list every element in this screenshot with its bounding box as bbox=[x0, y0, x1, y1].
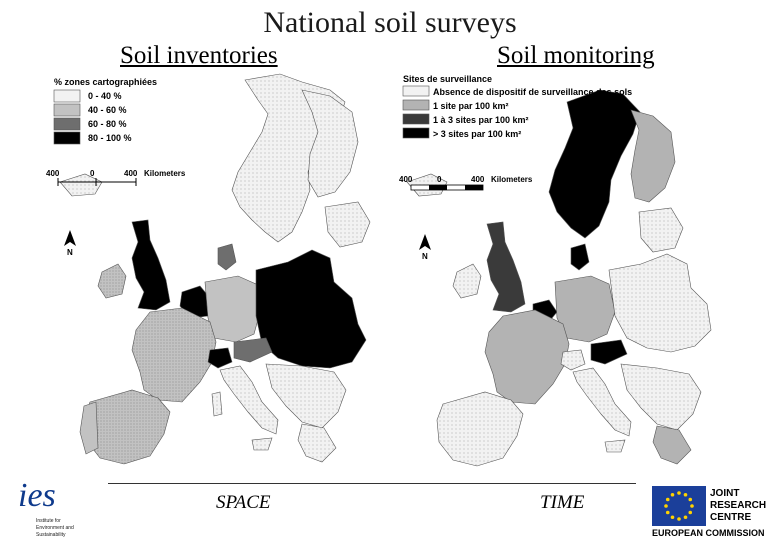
austria-region bbox=[591, 340, 627, 364]
svg-text:400: 400 bbox=[399, 175, 413, 184]
eu-star-icon bbox=[671, 515, 675, 519]
greece-region bbox=[298, 424, 336, 462]
svg-text:> 3 sites par 100 km²: > 3 sites par 100 km² bbox=[433, 129, 522, 139]
switzerland-region bbox=[208, 348, 232, 368]
baltic-region bbox=[639, 208, 683, 252]
legend-title: Sites de surveillance bbox=[403, 74, 493, 84]
legend-title: % zones cartographiées bbox=[54, 77, 158, 87]
legend-item bbox=[54, 118, 127, 130]
soil-inventories-map bbox=[40, 72, 390, 472]
iberia-region bbox=[437, 392, 523, 466]
svg-text:Sustainability: Sustainability bbox=[36, 532, 66, 538]
ies-logo bbox=[10, 476, 98, 538]
svg-text:400: 400 bbox=[46, 169, 60, 178]
eu-star-icon bbox=[677, 517, 681, 521]
north-arrow-icon bbox=[419, 234, 431, 261]
ireland-region bbox=[98, 264, 126, 298]
legend-item bbox=[403, 86, 632, 97]
svg-text:400: 400 bbox=[471, 175, 485, 184]
island-region bbox=[212, 392, 222, 416]
finland-region bbox=[631, 110, 675, 202]
eu-star-icon bbox=[671, 493, 675, 497]
svg-text:0: 0 bbox=[437, 175, 442, 184]
soil-monitoring-map bbox=[395, 72, 740, 472]
eu-star-icon bbox=[677, 491, 681, 495]
legend-item bbox=[403, 114, 529, 125]
svg-text:80 - 100 %: 80 - 100 % bbox=[88, 133, 132, 143]
legend-item bbox=[54, 132, 132, 144]
svg-text:Environment and: Environment and bbox=[36, 525, 74, 531]
soil-monitoring-heading: Soil monitoring bbox=[497, 42, 655, 69]
soil-inventories-heading: Soil inventories bbox=[120, 42, 278, 69]
svg-text:0 - 40 %: 0 - 40 % bbox=[88, 91, 122, 101]
france-region bbox=[132, 308, 216, 402]
jrc-logo bbox=[652, 484, 776, 538]
great-britain-region bbox=[487, 222, 525, 312]
sicily-region bbox=[252, 438, 272, 450]
svg-text:EUROPEAN COMMISSION: EUROPEAN COMMISSION bbox=[652, 528, 765, 538]
eu-star-icon bbox=[666, 498, 670, 502]
legend-item bbox=[54, 104, 127, 116]
balkans-region bbox=[266, 364, 346, 428]
austria-region bbox=[234, 338, 272, 362]
central-east-region bbox=[256, 250, 366, 368]
legend-item bbox=[403, 128, 521, 139]
portugal-region bbox=[80, 402, 98, 454]
time-label: TIME bbox=[540, 492, 585, 513]
space-label: SPACE bbox=[216, 492, 271, 513]
footer-divider bbox=[108, 483, 636, 484]
sicily-region bbox=[605, 440, 625, 452]
svg-text:Absence de dispositif de surve: Absence de dispositif de surveillance des sols bbox=[433, 87, 633, 97]
svg-text:N: N bbox=[67, 248, 73, 257]
greece-region bbox=[653, 426, 691, 464]
svg-text:400: 400 bbox=[124, 169, 138, 178]
svg-text:60 - 80 %: 60 - 80 % bbox=[88, 119, 127, 129]
svg-text:RESEARCH: RESEARCH bbox=[710, 500, 767, 511]
svg-text:0: 0 bbox=[90, 169, 95, 178]
svg-text:Institute for: Institute for bbox=[36, 518, 61, 524]
central-east-region bbox=[609, 254, 711, 352]
eu-star-icon bbox=[688, 498, 692, 502]
eu-star-icon bbox=[664, 504, 668, 508]
italy-region bbox=[573, 368, 631, 436]
svg-text:40 - 60 %: 40 - 60 % bbox=[88, 105, 127, 115]
svg-text:ies: ies bbox=[18, 477, 56, 514]
great-britain-region bbox=[132, 220, 170, 310]
denmark-region bbox=[571, 244, 589, 270]
eu-star-icon bbox=[684, 493, 688, 497]
france-region bbox=[485, 310, 569, 404]
legend-item bbox=[403, 100, 509, 111]
svg-text:N: N bbox=[422, 252, 428, 261]
eu-star-icon bbox=[666, 511, 670, 515]
north-arrow-icon bbox=[64, 230, 76, 257]
svg-text:1 site par 100 km²: 1 site par 100 km² bbox=[433, 101, 509, 111]
eu-star-icon bbox=[684, 515, 688, 519]
baltic-region bbox=[325, 202, 370, 247]
eu-star-icon bbox=[688, 511, 692, 515]
svg-text:Kilometers: Kilometers bbox=[491, 175, 533, 184]
denmark-region bbox=[218, 244, 236, 270]
svg-text:JOINT: JOINT bbox=[710, 488, 740, 499]
switzerland-region bbox=[561, 350, 585, 370]
ireland-region bbox=[453, 264, 481, 298]
svg-text:Kilometers: Kilometers bbox=[144, 169, 186, 178]
balkans-region bbox=[621, 364, 701, 430]
svg-text:1 à 3 sites par 100 km²: 1 à 3 sites par 100 km² bbox=[433, 115, 529, 125]
legend-item bbox=[54, 90, 122, 102]
page-title: National soil surveys bbox=[263, 6, 517, 39]
eu-star-icon bbox=[690, 504, 694, 508]
scandinavia-region bbox=[549, 90, 640, 238]
svg-text:CENTRE: CENTRE bbox=[710, 512, 752, 523]
